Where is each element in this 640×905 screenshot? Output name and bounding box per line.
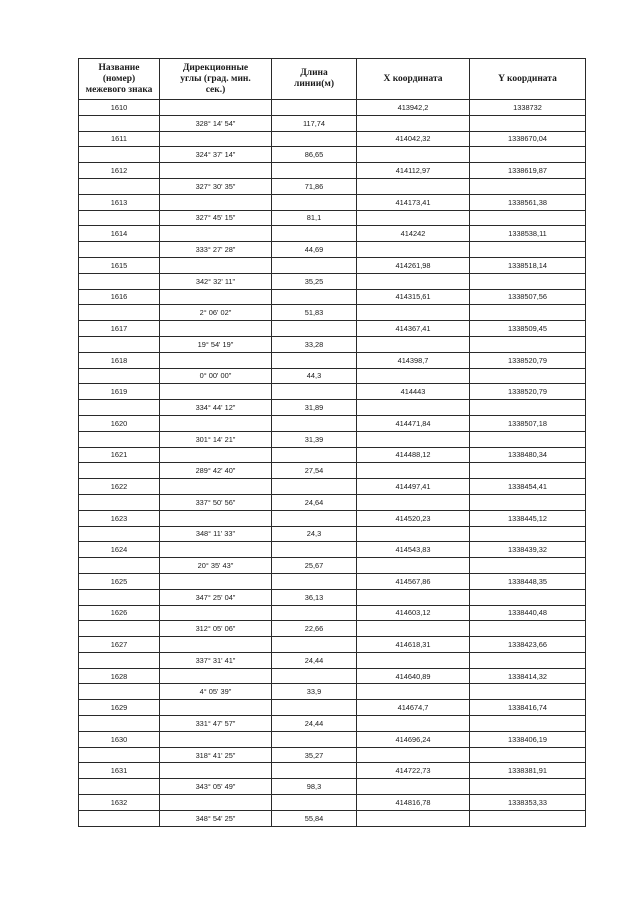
angle-cell: 334° 44' 12"	[160, 400, 272, 416]
empty-cell	[160, 289, 272, 305]
header-name: Название (номер) межевого знака	[79, 59, 160, 100]
point-name-cell: 1624	[79, 542, 160, 558]
angle-cell: 342° 32' 11"	[160, 273, 272, 289]
point-name-cell: 1622	[79, 479, 160, 495]
angle-cell: 327° 45' 15"	[160, 210, 272, 226]
empty-cell	[357, 210, 470, 226]
length-cell: 36,13	[272, 589, 357, 605]
point-row	[79, 731, 586, 747]
empty-cell	[79, 273, 160, 289]
point-row	[79, 763, 586, 779]
header-row	[79, 59, 586, 100]
empty-cell	[272, 479, 357, 495]
length-cell: 44,69	[272, 242, 357, 258]
y-coordinate-cell: 1338507,18	[470, 415, 586, 431]
empty-cell	[357, 242, 470, 258]
point-name-cell: 1623	[79, 510, 160, 526]
segment-row	[79, 779, 586, 795]
x-coordinate-cell: 414488,12	[357, 447, 470, 463]
length-cell: 24,64	[272, 494, 357, 510]
empty-cell	[357, 716, 470, 732]
point-name-cell: 1611	[79, 131, 160, 147]
y-coordinate-cell: 1338416,74	[470, 700, 586, 716]
x-coordinate-cell: 414242	[357, 226, 470, 242]
empty-cell	[357, 526, 470, 542]
angle-cell: 328° 14' 54"	[160, 115, 272, 131]
empty-cell	[160, 573, 272, 589]
empty-cell	[272, 163, 357, 179]
empty-cell	[160, 795, 272, 811]
segment-row	[79, 431, 586, 447]
segment-row	[79, 684, 586, 700]
empty-cell	[272, 131, 357, 147]
empty-cell	[79, 210, 160, 226]
y-coordinate-cell: 1338414,32	[470, 668, 586, 684]
x-coordinate-cell: 414696,24	[357, 731, 470, 747]
angle-cell: 0° 00' 00"	[160, 368, 272, 384]
empty-cell	[470, 273, 586, 289]
y-coordinate-cell: 1338439,32	[470, 542, 586, 558]
empty-cell	[160, 131, 272, 147]
point-name-cell: 1627	[79, 637, 160, 653]
empty-cell	[357, 336, 470, 352]
angle-cell: 337° 31' 41"	[160, 652, 272, 668]
length-cell: 27,54	[272, 463, 357, 479]
length-cell: 31,89	[272, 400, 357, 416]
point-row	[79, 226, 586, 242]
point-row	[79, 384, 586, 400]
length-cell: 25,67	[272, 558, 357, 574]
empty-cell	[160, 163, 272, 179]
y-coordinate-cell: 1338406,19	[470, 731, 586, 747]
length-cell: 71,86	[272, 178, 357, 194]
x-coordinate-cell: 414543,83	[357, 542, 470, 558]
x-coordinate-cell: 414471,84	[357, 415, 470, 431]
point-row	[79, 479, 586, 495]
point-name-cell: 1617	[79, 321, 160, 337]
segment-row	[79, 115, 586, 131]
empty-cell	[79, 779, 160, 795]
header-y: Y координата	[470, 59, 586, 100]
empty-cell	[470, 431, 586, 447]
empty-cell	[160, 637, 272, 653]
angle-cell: 4° 05' 39"	[160, 684, 272, 700]
y-coordinate-cell: 1338732	[470, 100, 586, 116]
angle-cell: 348° 54' 25"	[160, 810, 272, 826]
empty-cell	[160, 194, 272, 210]
point-name-cell: 1620	[79, 415, 160, 431]
length-cell: 55,84	[272, 810, 357, 826]
point-name-cell: 1621	[79, 447, 160, 463]
length-cell: 44,3	[272, 368, 357, 384]
empty-cell	[357, 305, 470, 321]
x-coordinate-cell: 414315,61	[357, 289, 470, 305]
empty-cell	[470, 684, 586, 700]
segment-row	[79, 526, 586, 542]
x-coordinate-cell: 414674,7	[357, 700, 470, 716]
point-row	[79, 795, 586, 811]
segment-row	[79, 747, 586, 763]
empty-cell	[470, 589, 586, 605]
empty-cell	[357, 463, 470, 479]
empty-cell	[470, 779, 586, 795]
length-cell: 86,65	[272, 147, 357, 163]
empty-cell	[160, 321, 272, 337]
segment-row	[79, 463, 586, 479]
empty-cell	[272, 763, 357, 779]
empty-cell	[272, 700, 357, 716]
angle-cell: 327° 30' 35"	[160, 178, 272, 194]
empty-cell	[160, 352, 272, 368]
empty-cell	[272, 257, 357, 273]
empty-cell	[160, 257, 272, 273]
point-row	[79, 415, 586, 431]
empty-cell	[272, 573, 357, 589]
point-name-cell: 1632	[79, 795, 160, 811]
empty-cell	[272, 795, 357, 811]
empty-cell	[272, 637, 357, 653]
empty-cell	[79, 368, 160, 384]
x-coordinate-cell: 414042,32	[357, 131, 470, 147]
empty-cell	[470, 716, 586, 732]
segment-row	[79, 621, 586, 637]
angle-cell: 2° 06' 02"	[160, 305, 272, 321]
y-coordinate-cell: 1338445,12	[470, 510, 586, 526]
empty-cell	[160, 226, 272, 242]
point-row	[79, 131, 586, 147]
empty-cell	[470, 400, 586, 416]
y-coordinate-cell: 1338507,56	[470, 289, 586, 305]
x-coordinate-cell: 414640,89	[357, 668, 470, 684]
length-cell: 24,44	[272, 716, 357, 732]
x-coordinate-cell: 414567,86	[357, 573, 470, 589]
segment-row	[79, 558, 586, 574]
angle-cell: 348° 11' 33"	[160, 526, 272, 542]
empty-cell	[470, 147, 586, 163]
point-row	[79, 163, 586, 179]
length-cell: 33,28	[272, 336, 357, 352]
point-name-cell: 1629	[79, 700, 160, 716]
empty-cell	[470, 810, 586, 826]
segment-row	[79, 273, 586, 289]
point-row	[79, 542, 586, 558]
x-coordinate-cell: 414816,78	[357, 795, 470, 811]
point-row	[79, 510, 586, 526]
point-row	[79, 447, 586, 463]
empty-cell	[470, 115, 586, 131]
point-row	[79, 194, 586, 210]
empty-cell	[272, 605, 357, 621]
header-angle: Дирекционные углы (град. мин. сек.)	[160, 59, 272, 100]
segment-row	[79, 210, 586, 226]
point-row	[79, 700, 586, 716]
x-coordinate-cell: 414398,7	[357, 352, 470, 368]
angle-cell: 343° 05' 49"	[160, 779, 272, 795]
empty-cell	[79, 716, 160, 732]
empty-cell	[79, 621, 160, 637]
empty-cell	[160, 605, 272, 621]
empty-cell	[357, 431, 470, 447]
empty-cell	[79, 558, 160, 574]
empty-cell	[79, 589, 160, 605]
empty-cell	[357, 273, 470, 289]
empty-cell	[357, 684, 470, 700]
length-cell: 35,25	[272, 273, 357, 289]
point-name-cell: 1615	[79, 257, 160, 273]
empty-cell	[272, 100, 357, 116]
point-name-cell: 1631	[79, 763, 160, 779]
y-coordinate-cell: 1338381,91	[470, 763, 586, 779]
empty-cell	[357, 589, 470, 605]
length-cell: 51,83	[272, 305, 357, 321]
empty-cell	[272, 447, 357, 463]
segment-row	[79, 400, 586, 416]
point-name-cell: 1626	[79, 605, 160, 621]
empty-cell	[272, 321, 357, 337]
x-coordinate-cell: 414261,98	[357, 257, 470, 273]
empty-cell	[470, 210, 586, 226]
segment-row	[79, 810, 586, 826]
angle-cell: 19° 54' 19"	[160, 336, 272, 352]
x-coordinate-cell: 414443	[357, 384, 470, 400]
empty-cell	[79, 147, 160, 163]
segment-row	[79, 368, 586, 384]
x-coordinate-cell: 414173,41	[357, 194, 470, 210]
empty-cell	[160, 100, 272, 116]
segment-row	[79, 494, 586, 510]
empty-cell	[470, 747, 586, 763]
point-row	[79, 289, 586, 305]
empty-cell	[79, 431, 160, 447]
empty-cell	[272, 194, 357, 210]
angle-cell: 318° 41' 25"	[160, 747, 272, 763]
y-coordinate-cell: 1338454,41	[470, 479, 586, 495]
empty-cell	[357, 652, 470, 668]
x-coordinate-cell: 414603,12	[357, 605, 470, 621]
header-x: X координата	[357, 59, 470, 100]
empty-cell	[357, 779, 470, 795]
point-name-cell: 1625	[79, 573, 160, 589]
empty-cell	[160, 510, 272, 526]
point-row	[79, 321, 586, 337]
segment-row	[79, 147, 586, 163]
empty-cell	[272, 668, 357, 684]
point-row	[79, 605, 586, 621]
empty-cell	[79, 115, 160, 131]
point-name-cell: 1630	[79, 731, 160, 747]
empty-cell	[470, 242, 586, 258]
empty-cell	[79, 305, 160, 321]
empty-cell	[272, 352, 357, 368]
empty-cell	[470, 305, 586, 321]
empty-cell	[357, 400, 470, 416]
length-cell: 33,9	[272, 684, 357, 700]
segment-row	[79, 336, 586, 352]
length-cell: 31,39	[272, 431, 357, 447]
y-coordinate-cell: 1338480,34	[470, 447, 586, 463]
point-name-cell: 1610	[79, 100, 160, 116]
empty-cell	[272, 226, 357, 242]
empty-cell	[357, 621, 470, 637]
x-coordinate-cell: 414112,97	[357, 163, 470, 179]
empty-cell	[357, 368, 470, 384]
empty-cell	[79, 242, 160, 258]
empty-cell	[470, 463, 586, 479]
empty-cell	[79, 684, 160, 700]
length-cell: 24,3	[272, 526, 357, 542]
empty-cell	[470, 368, 586, 384]
header-length: Длина линии(м)	[272, 59, 357, 100]
empty-cell	[79, 400, 160, 416]
y-coordinate-cell: 1338561,38	[470, 194, 586, 210]
segment-row	[79, 178, 586, 194]
empty-cell	[357, 558, 470, 574]
point-name-cell: 1614	[79, 226, 160, 242]
empty-cell	[357, 147, 470, 163]
segment-row	[79, 652, 586, 668]
empty-cell	[272, 384, 357, 400]
angle-cell: 312° 05' 06"	[160, 621, 272, 637]
segment-row	[79, 589, 586, 605]
angle-cell: 347° 25' 04"	[160, 589, 272, 605]
empty-cell	[272, 542, 357, 558]
y-coordinate-cell: 1338353,33	[470, 795, 586, 811]
empty-cell	[357, 747, 470, 763]
empty-cell	[79, 494, 160, 510]
length-cell: 35,27	[272, 747, 357, 763]
empty-cell	[470, 621, 586, 637]
point-name-cell: 1612	[79, 163, 160, 179]
y-coordinate-cell: 1338670,04	[470, 131, 586, 147]
y-coordinate-cell: 1338440,48	[470, 605, 586, 621]
empty-cell	[470, 526, 586, 542]
empty-cell	[79, 178, 160, 194]
point-row	[79, 668, 586, 684]
point-row	[79, 352, 586, 368]
y-coordinate-cell: 1338619,87	[470, 163, 586, 179]
y-coordinate-cell: 1338538,11	[470, 226, 586, 242]
empty-cell	[272, 510, 357, 526]
empty-cell	[470, 652, 586, 668]
angle-cell: 289° 42' 40"	[160, 463, 272, 479]
length-cell: 24,44	[272, 652, 357, 668]
empty-cell	[160, 384, 272, 400]
point-name-cell: 1613	[79, 194, 160, 210]
y-coordinate-cell: 1338448,35	[470, 573, 586, 589]
length-cell: 22,66	[272, 621, 357, 637]
empty-cell	[79, 652, 160, 668]
empty-cell	[160, 731, 272, 747]
angle-cell: 331° 47' 57"	[160, 716, 272, 732]
empty-cell	[79, 747, 160, 763]
empty-cell	[160, 668, 272, 684]
empty-cell	[470, 494, 586, 510]
empty-cell	[272, 289, 357, 305]
empty-cell	[79, 810, 160, 826]
empty-cell	[79, 336, 160, 352]
angle-cell: 20° 35' 43"	[160, 558, 272, 574]
empty-cell	[272, 415, 357, 431]
x-coordinate-cell: 414367,41	[357, 321, 470, 337]
empty-cell	[357, 178, 470, 194]
point-name-cell: 1628	[79, 668, 160, 684]
empty-cell	[160, 415, 272, 431]
empty-cell	[160, 700, 272, 716]
x-coordinate-cell: 414618,31	[357, 637, 470, 653]
empty-cell	[357, 494, 470, 510]
length-cell: 81,1	[272, 210, 357, 226]
empty-cell	[160, 447, 272, 463]
empty-cell	[470, 336, 586, 352]
length-cell: 98,3	[272, 779, 357, 795]
empty-cell	[357, 810, 470, 826]
angle-cell: 337° 50' 56"	[160, 494, 272, 510]
y-coordinate-cell: 1338518,14	[470, 257, 586, 273]
point-row	[79, 637, 586, 653]
angle-cell: 324° 37' 14"	[160, 147, 272, 163]
x-coordinate-cell: 414497,41	[357, 479, 470, 495]
segment-row	[79, 242, 586, 258]
angle-cell: 301° 14' 21"	[160, 431, 272, 447]
point-row	[79, 573, 586, 589]
length-cell: 117,74	[272, 115, 357, 131]
segment-row	[79, 716, 586, 732]
empty-cell	[357, 115, 470, 131]
empty-cell	[272, 731, 357, 747]
empty-cell	[79, 526, 160, 542]
empty-cell	[160, 479, 272, 495]
y-coordinate-cell: 1338520,79	[470, 352, 586, 368]
point-name-cell: 1619	[79, 384, 160, 400]
empty-cell	[160, 542, 272, 558]
table-body	[79, 100, 586, 827]
empty-cell	[470, 178, 586, 194]
empty-cell	[470, 558, 586, 574]
y-coordinate-cell: 1338509,45	[470, 321, 586, 337]
point-name-cell: 1616	[79, 289, 160, 305]
coordinates-table-wrapper	[78, 58, 586, 827]
x-coordinate-cell: 414520,23	[357, 510, 470, 526]
x-coordinate-cell: 413942,2	[357, 100, 470, 116]
point-row	[79, 100, 586, 116]
coordinates-table	[78, 58, 586, 827]
segment-row	[79, 305, 586, 321]
angle-cell: 333° 27' 28"	[160, 242, 272, 258]
y-coordinate-cell: 1338423,66	[470, 637, 586, 653]
y-coordinate-cell: 1338520,79	[470, 384, 586, 400]
empty-cell	[160, 763, 272, 779]
x-coordinate-cell: 414722,73	[357, 763, 470, 779]
point-row	[79, 257, 586, 273]
empty-cell	[79, 463, 160, 479]
point-name-cell: 1618	[79, 352, 160, 368]
